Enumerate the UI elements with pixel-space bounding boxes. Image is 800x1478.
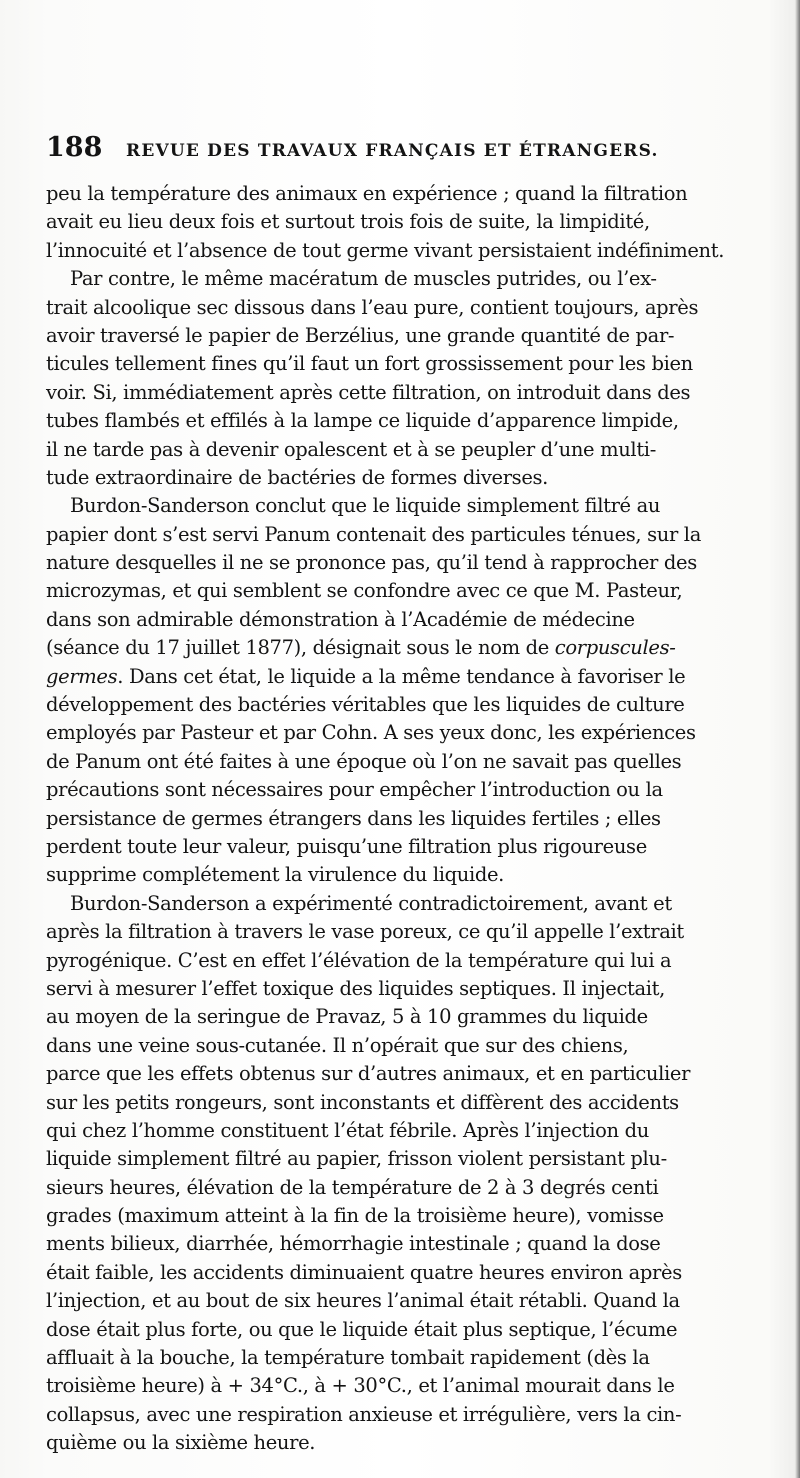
- text-line: trait alcoolique sec dissous dans l’eau pure, contient toujours, après: [46, 295, 699, 319]
- text-line: sieurs heures, élévation de la température de 2 à 3 degrés centi: [46, 1175, 659, 1199]
- italic-term: corpuscules-: [554, 636, 676, 660]
- text-line: grades (maximum atteint à la fin de la troisième heure), vomisse: [46, 1204, 664, 1228]
- text-line: nature desquelles il ne se prononce pas, qu’il tend à rapprocher des: [46, 551, 697, 575]
- text-run: (séance du 17 juillet 1877), désignait sous le nom de: [46, 636, 555, 660]
- paragraph-start-line: Par contre, le même macératum de muscles putrides, ou l’ex-: [70, 267, 657, 291]
- text-line: avait eu lieu deux fois et surtout trois fois de suite, la limpidité,: [46, 210, 650, 234]
- text-line: l’injection, et au bout de six heures l’animal était rétabli. Quand la: [46, 1289, 680, 1313]
- text-line: avoir traversé le papier de Berzélius, une grande quantité de par-: [46, 323, 675, 347]
- text-line: l’innocuité et l’absence de tout germe vivant persistaient indéfiniment.: [46, 238, 725, 262]
- text-line: au moyen de la seringue de Pravaz, 5 à 10 grammes du liquide: [46, 1005, 648, 1029]
- paragraph-start-line: Burdon-Sanderson conclut que le liquide simplement filtré au: [70, 494, 661, 518]
- text-line: tude extraordinaire de bactéries de formes diverses.: [46, 465, 549, 489]
- text-line: sur les petits rongeurs, sont inconstants et diffèrent des accidents: [46, 1090, 679, 1114]
- text-line: développement des bactéries véritables que les liquides de culture: [46, 693, 685, 717]
- page-text-block: [46, 132, 756, 1458]
- text-line: précautions sont nécessaires pour empêcher l’introduction ou la: [46, 778, 663, 802]
- page-edge-shadow: [795, 0, 800, 1478]
- page-number: 188: [46, 132, 103, 163]
- text-line: voir. Si, immédiatement après cette filtration, on introduit dans des: [46, 380, 691, 404]
- text-line: ments bilieux, diarrhée, hémorrhagie intestinale ; quand la dose: [46, 1232, 661, 1256]
- text-line: qui chez l’homme constituent l’état fébrile. Après l’injection du: [46, 1118, 649, 1142]
- text-line: affluait à la bouche, la température tombait rapidement (dès la: [46, 1346, 650, 1370]
- text-line: [46, 663, 756, 691]
- text-line: de Panum ont été faites à une époque où l’on ne savait pas quelles: [46, 749, 682, 773]
- text-line: perdent toute leur valeur, puisqu’une filtration plus rigoureuse: [46, 834, 647, 858]
- text-line: tubes flambés et effilés à la lampe ce liquide d’apparence limpide,: [46, 409, 679, 433]
- paragraph-start-line: Burdon-Sanderson a expérimenté contradictoirement, avant et: [70, 891, 672, 915]
- text-line: servi à mesurer l’effet toxique des liquides septiques. Il injectait,: [46, 976, 666, 1000]
- text-line: il ne tarde pas à devenir opalescent et à se peupler d’une multi-: [46, 437, 656, 461]
- text-line: pyrogénique. C’est en effet l’élévation de la température qui lui a: [46, 948, 672, 972]
- text-line: employés par Pasteur et par Cohn. A ses yeux donc, les expériences: [46, 721, 696, 745]
- text-line: après la filtration à travers le vase poreux, ce qu’il appelle l’extrait: [46, 920, 684, 944]
- text-line: papier dont s’est servi Panum contenait des particules ténues, sur la: [46, 522, 701, 546]
- text-line: peu la température des animaux en expérience ; quand la filtration: [46, 182, 688, 205]
- running-head: [46, 132, 756, 170]
- text-line: collapsus, avec une respiration anxieuse et irrégulière, vers la cin-: [46, 1402, 682, 1426]
- text-line: troisième heure) à + 34°C., à + 30°C., et l’animal mourait dans le: [46, 1374, 675, 1398]
- text-line: persistance de germes étrangers dans les liquides fertiles ; elles: [46, 806, 661, 830]
- running-title: REVUE DES TRAVAUX FRANÇAIS ET ÉTRANGERS.: [126, 141, 659, 161]
- text-line: était faible, les accidents diminuaient quatre heures environ après: [46, 1260, 682, 1284]
- text-line: ticules tellement fines qu’il faut un fort grossissement pour les bien: [46, 352, 693, 376]
- text-line: parce que les effets obtenus sur d’autres animaux, et en particulier: [46, 1062, 691, 1086]
- text-line: microzymas, et qui semblent se confondre avec ce que M. Pasteur,: [46, 579, 683, 603]
- text-line: dose était plus forte, ou que le liquide était plus septique, l’écume: [46, 1317, 678, 1341]
- text-line: dans une veine sous-cutanée. Il n’opérait que sur des chiens,: [46, 1033, 629, 1057]
- text-run: . Dans cet état, le liquide a la même tendance à favoriser le: [117, 664, 686, 688]
- text-line: [46, 634, 756, 662]
- text-line: quième ou la sixième heure.: [46, 1431, 316, 1455]
- text-line: supprime complétement la virulence du liquide.: [46, 863, 505, 887]
- text-line: dans son admirable démonstration à l’Académie de médecine: [46, 607, 635, 631]
- text-line: liquide simplement filtré au papier, frisson violent persistant plu-: [46, 1147, 667, 1171]
- italic-term: germes: [46, 664, 118, 688]
